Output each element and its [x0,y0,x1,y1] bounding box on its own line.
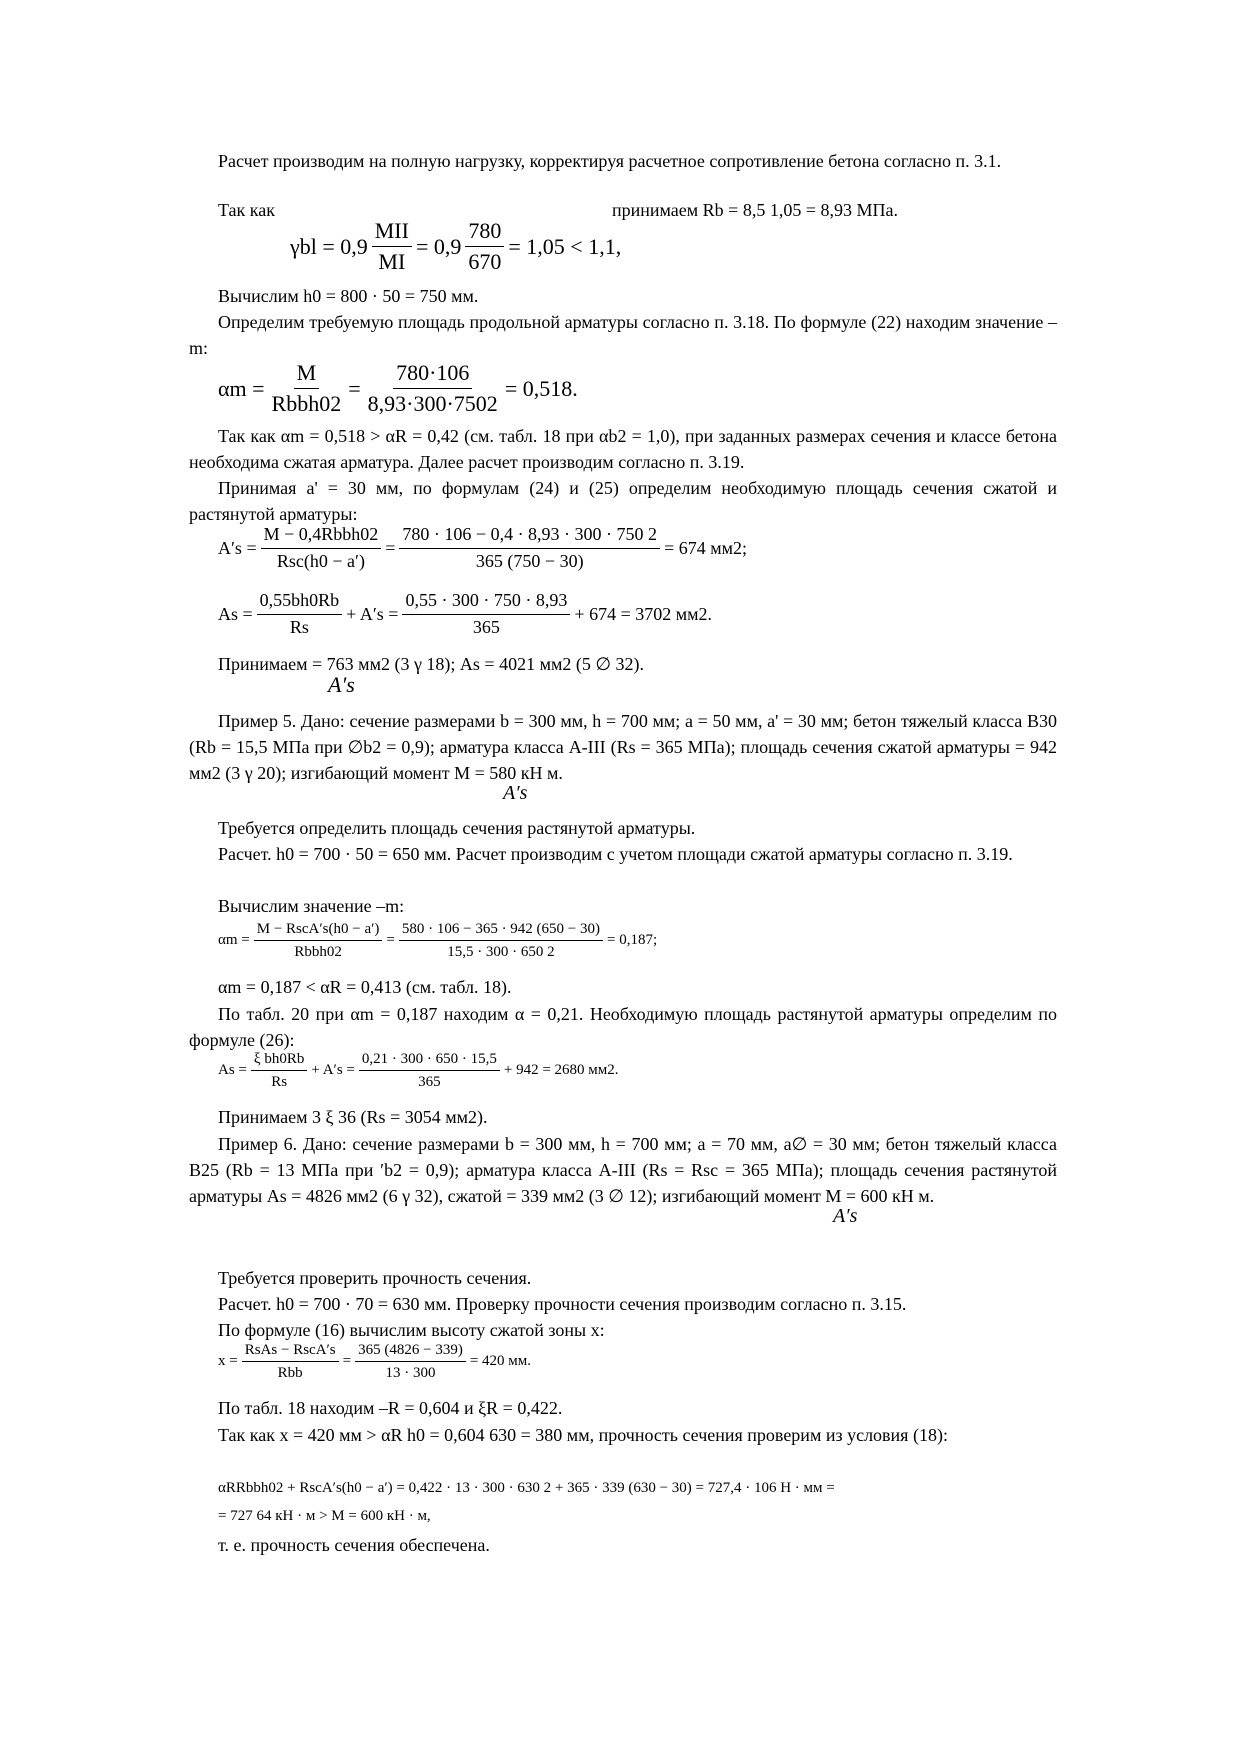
eq2-fraction-2 [365,360,501,418]
eq7-den1: Rbb [277,1365,303,1381]
equation-check-line-2: = 727 64 кН · м > M = 600 кН · м, [218,1508,431,1524]
paragraph-3: Вычислим h0 = 800 · 50 = 750 мм. [218,286,479,306]
paragraph-7: Принимаем = 763 мм2 (3 γ 18); As = 4021 мм2 (5 ∅ 32). [218,654,645,674]
eq5-fraction-1 [254,920,383,961]
paragraph-8: Пример 5. Дано: сечение размерами b = 300 мм, h = 700 мм; a = 50 мм, a' = 30 мм; бетон тяжелый класса В30 (Rb = 15,5 МПа при ∅b2 = 0,9); арматура класса А-III (Rs = 365 МПа); площадь сечения сжатой арматуры = 942 мм2 (3 γ 20); изгибающий момент M = 580 кН м. [189,711,1057,783]
eq3-num1: M − 0,4Rbbh02 [261,524,382,549]
eq2-num2: 780·106 [393,360,472,389]
eq7-num1: RsAs − RscA′s [242,1341,339,1362]
eq5-equals: = [386,932,395,948]
eq1-fraction-2 [465,218,504,276]
eq6-fraction-2 [359,1050,500,1091]
eq7-fraction-2 [355,1341,466,1382]
eq6-mid: + A′s = [311,1062,355,1078]
eq4-num1: 0,55bh0Rb [257,590,343,615]
equation-x [218,1341,531,1382]
eq1-fraction-1 [372,218,412,276]
paragraph-16: Требуется проверить прочность сечения. [218,1268,532,1288]
paragraph-15: Пример 6. Дано: сечение размерами b = 300 мм, h = 700 мм; a = 70 мм, a∅ = 30 мм; бетон тяжелый класса В25 (Rb = 13 МПа при ′b2 = 0,9); арматура класса А-III (Rs = Rsc = 365 МПа); площадь сечения растянутой арматуры As = 4826 мм2 (6 γ 32), сжатой = 339 мм2 (3 ∅ 12); изгибающий момент M = 600 кН м. [189,1134,1057,1206]
eq1-rhs: = 1,05 < 1,1, [508,233,622,259]
eq5-num2: 580 · 106 − 365 · 942 (650 − 30) [399,920,603,941]
equation-as-prime [218,524,747,572]
paragraph-21: т. е. прочность сечения обеспечена. [218,1535,490,1555]
eq4-fraction-1 [257,590,343,638]
paragraph-2-end: принимаем Rb = 8,5 1,05 = 8,93 МПа. [612,200,898,220]
eq3-fraction-1 [261,524,382,572]
eq6-rhs: + 942 = 2680 мм2. [503,1062,619,1078]
equation-as-2 [218,1050,619,1091]
eq6-num1: ξ bh0Rb [251,1050,307,1071]
eq2-den1: Rbbh02 [271,391,342,417]
paragraph-2-start: Так как [218,200,275,220]
eq1-num1: MII [372,218,412,247]
eq4-den2: 365 [472,616,500,637]
paragraph-10: Расчет. h0 = 700 · 50 = 650 мм. Расчет производим с учетом площади сжатой арматуры согласно п. 3.19. [218,844,1013,864]
eq4-den1: Rs [289,616,309,637]
eq1-num2: 780 [465,218,504,247]
equation-gamma-bl [290,218,621,276]
paragraph-18: По формуле (16) вычислим высоту сжатой зоны x: [218,1320,605,1340]
eq7-equals: = [342,1353,352,1369]
eq7-fraction-1 [242,1341,339,1382]
eq5-num1: M − RscA′s(h0 − a′) [254,920,383,941]
eq4-lhs: As = [218,603,253,624]
eq2-rhs: = 0,518. [504,375,578,401]
eq3-equals: = [385,537,396,558]
eq2-equals: = [348,375,361,401]
eq7-num2: 365 (4826 − 339) [355,1341,466,1362]
eq5-den1: Rbbh02 [294,944,342,960]
eq5-rhs: = 0,187; [607,932,658,948]
equation-check-line-1: αRRbbh02 + RscA′s(h0 − a′) = 0,422 · 13 · 300 · 630 2 + 365 · 339 (630 − 30) = 727,4 · 106 Н · мм = [218,1480,835,1496]
as-prime-symbol-3: A′s [833,1205,858,1227]
eq2-fraction-1 [269,360,345,418]
eq5-lhs: αm = [218,932,250,948]
eq4-rhs: + 674 = 3702 мм2. [574,603,713,624]
paragraph-19: По табл. 18 находим –R = 0,604 и ξR = 0,422. [218,1398,563,1418]
eq4-fraction-2 [402,590,570,638]
eq1-lhs: γbl = 0,9 [290,233,368,259]
eq1-den2: 670 [468,249,502,275]
eq6-fraction-1 [251,1050,307,1091]
paragraph-6: Принимая a' = 30 мм, по формулам (24) и (25) определим необходимую площадь сечения сжатой и растянутой арматуры: [189,478,1057,524]
paragraph-9: Требуется определить площадь сечения растянутой арматуры. [218,818,696,838]
eq1-mid: = 0,9 [415,233,462,259]
eq4-mid: + A′s = [346,603,399,624]
eq6-num2: 0,21 · 300 · 650 · 15,5 [359,1050,500,1071]
eq2-num1: M [294,360,320,389]
paragraph-13: По табл. 20 при αm = 0,187 находим α = 0,21. Необходимую площадь растянутой арматуры определим по формуле (26): [189,1004,1057,1050]
eq3-den1: Rsc(h0 − a′) [276,550,365,571]
eq3-rhs: = 674 мм2; [664,537,747,558]
eq3-fraction-2 [399,524,660,572]
as-prime-symbol-1: A′s [328,672,355,697]
eq5-fraction-2 [399,920,603,961]
paragraph-1: Расчет производим на полную нагрузку, корректируя расчетное сопротивление бетона согласно п. 3.1. [218,151,1002,171]
as-prime-symbol-2: A′s [503,782,528,804]
equation-alpha-m-1 [218,360,578,418]
eq2-den2: 8,93·300·7502 [367,391,498,417]
eq2-lhs: αm = [218,375,265,401]
paragraph-12: αm = 0,187 < αR = 0,413 (см. табл. 18). [218,977,512,997]
eq7-rhs: = 420 мм. [469,1353,532,1369]
eq6-lhs: As = [218,1062,247,1078]
paragraph-20: Так как x = 420 мм > αR h0 = 0,604 630 = 380 мм, прочность сечения проверим из условия (18): [218,1425,948,1445]
paragraph-11: Вычислим значение –m: [218,896,405,916]
paragraph-14: Принимаем 3 ξ 36 (Rs = 3054 мм2). [218,1107,488,1127]
eq4-num2: 0,55 · 300 · 750 · 8,93 [402,590,570,615]
eq7-den2: 13 · 300 [385,1365,436,1381]
eq5-den2: 15,5 · 300 · 650 2 [447,944,555,960]
paragraph-5: Так как αm = 0,518 > αR = 0,42 (см. табл. 18 при αb2 = 1,0), при заданных размерах сечения и классе бетона необходима сжатая арматура. Далее расчет производим согласно п. 3.19. [189,426,1057,472]
eq6-den1: Rs [271,1074,288,1090]
paragraph-4: Определим требуемую площадь продольной арматуры согласно п. 3.18. По формуле (22) находим значение –m: [189,312,1057,358]
paragraph-17: Расчет. h0 = 700 · 70 = 630 мм. Проверку прочности сечения производим согласно п. 3.15. [218,1294,907,1314]
eq3-den2: 365 (750 − 30) [475,550,584,571]
eq3-num2: 780 · 106 − 0,4 · 8,93 · 300 · 750 2 [399,524,660,549]
eq6-den2: 365 [418,1074,441,1090]
equation-as [218,590,712,638]
eq3-lhs: A′s = [218,537,257,558]
equation-alpha-m-2 [218,920,657,961]
eq1-den1: MI [378,249,406,275]
eq7-lhs: x = [218,1353,238,1369]
